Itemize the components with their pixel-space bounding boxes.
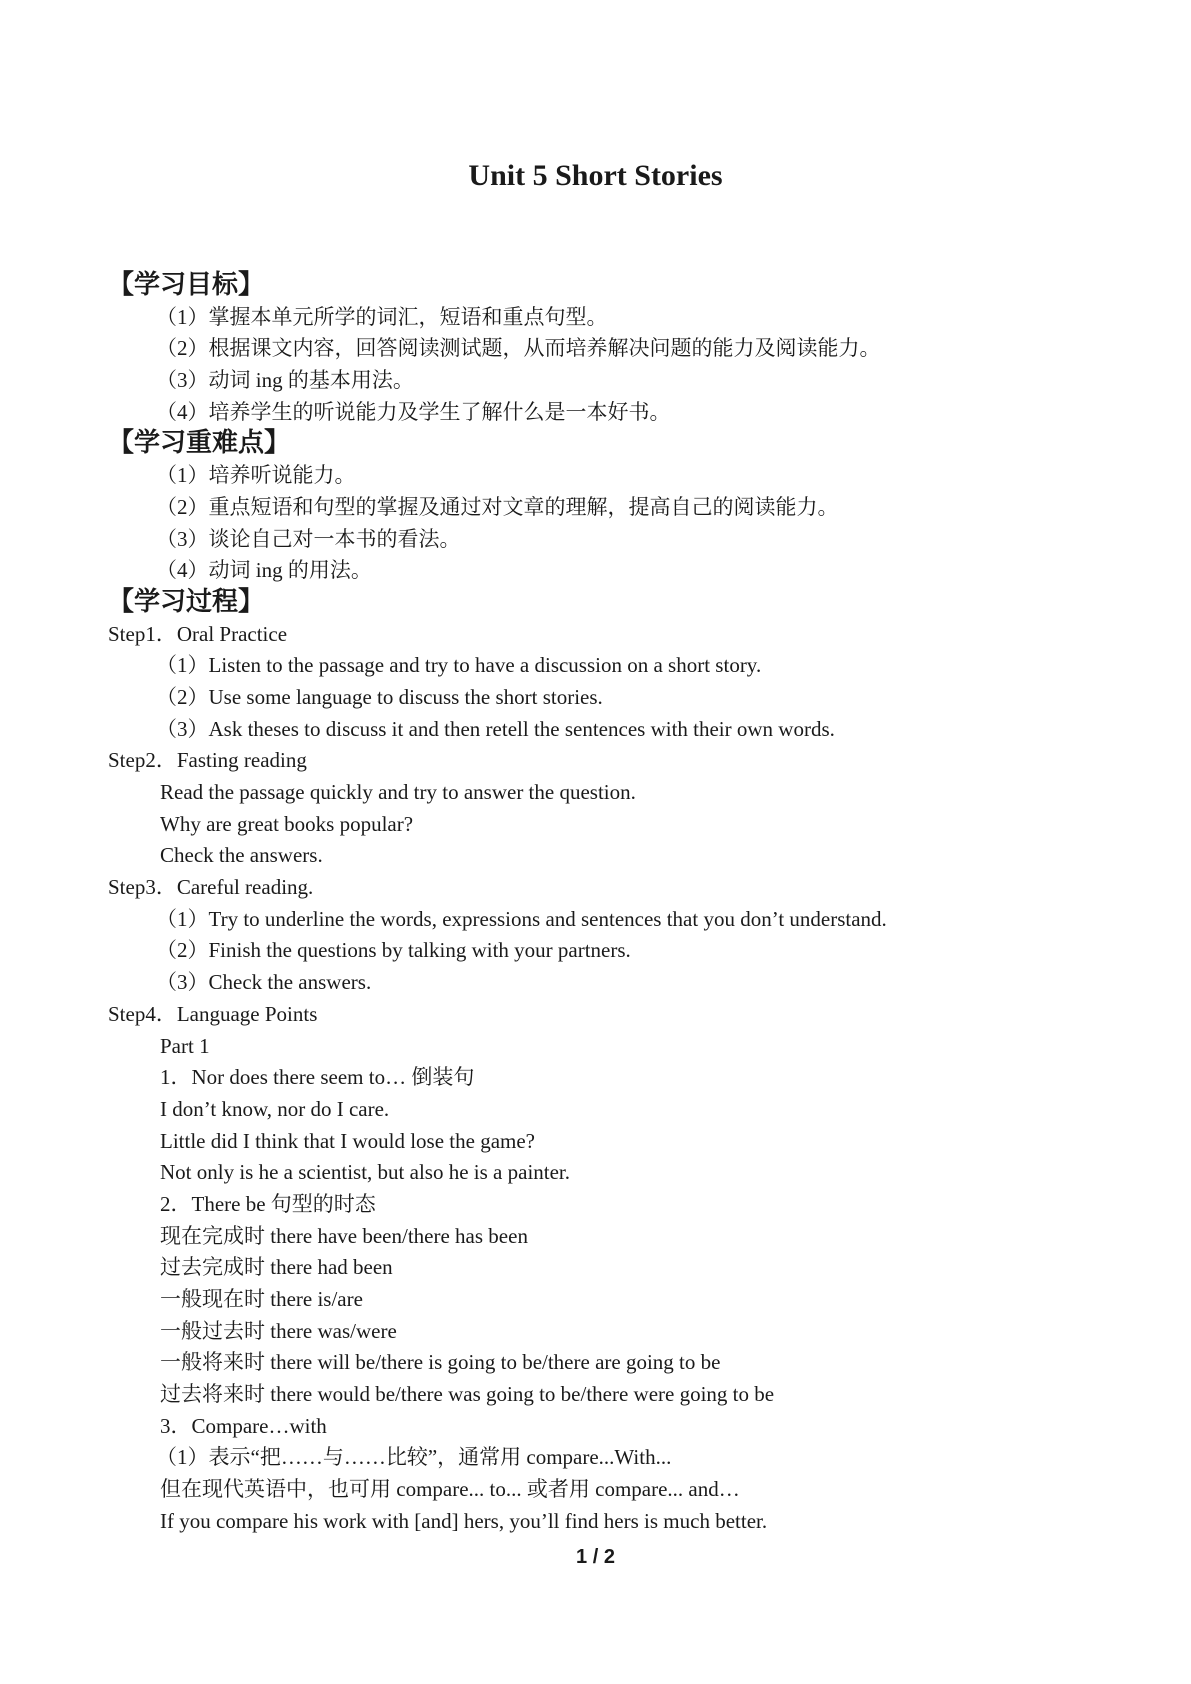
step1-label: Step1．Oral Practice xyxy=(108,621,288,646)
step2-label: Step2．Fasting reading xyxy=(108,748,307,773)
step3-item: （1）Try to underline the words, expressions and sentences that you don’t understand. xyxy=(156,906,887,931)
step1-item: （3）Ask theses to discuss it and then retell the sentences with their own words. xyxy=(156,716,835,741)
process-heading: 【学习过程】 xyxy=(108,586,265,617)
step4-item: 但在现代英语中，也可用 compare... to... 或者用 compare... and… xyxy=(160,1477,740,1502)
objective-item: （2）根据课文内容，回答阅读测试题，从而培养解决问题的能力及阅读能力。 xyxy=(156,336,881,361)
step4-item: Little did I think that I would lose the game? xyxy=(160,1128,535,1153)
document-title: Unit 5 Short Stories xyxy=(468,159,723,192)
document-body xyxy=(108,270,1108,1538)
step1-item: （1）Listen to the passage and try to have a discussion on a short story. xyxy=(156,653,762,678)
step4-item: （1）表示“把……与……比较”，通常用 compare...With... xyxy=(156,1445,672,1470)
step4-item: 一般过去时 there was/were xyxy=(160,1318,397,1343)
step4-item: 过去完成时 there had been xyxy=(160,1255,393,1280)
key-point-item: （3）谈论自己对一本书的看法。 xyxy=(156,526,461,551)
page-number: 1 / 2 xyxy=(576,1546,615,1568)
step4-item: Part 1 xyxy=(160,1033,210,1058)
step4-item: If you compare his work with [and] hers, you’ll find hers is much better. xyxy=(160,1508,768,1533)
step4-label: Step4．Language Points xyxy=(108,1001,318,1026)
step3-label: Step3．Careful reading. xyxy=(108,875,314,900)
step4-item: 现在完成时 there have been/there has been xyxy=(160,1223,528,1248)
objective-item: （4）培养学生的听说能力及学生了解什么是一本好书。 xyxy=(156,399,671,424)
key-point-item: （1）培养听说能力。 xyxy=(156,463,356,488)
step4-item: 一般现在时 there is/are xyxy=(160,1287,363,1311)
step2-item: Check the answers. xyxy=(160,843,323,868)
key-point-item: （4）动词 ing 的用法。 xyxy=(156,558,372,583)
step4-item: 过去将来时 there would be/there was going to be/there were going to be xyxy=(160,1382,775,1407)
step4-item: Not only is he a scientist, but also he is a painter. xyxy=(160,1160,571,1185)
key-points-heading: 【学习重难点】 xyxy=(108,428,291,459)
step2-item: Read the passage quickly and try to answer the question. xyxy=(160,780,636,804)
step3-item: （2）Finish the questions by talking with your partners. xyxy=(156,938,631,963)
key-point-item: （2）重点短语和句型的掌握及通过对文章的理解，提高自己的阅读能力。 xyxy=(156,494,839,519)
objective-item: （1）掌握本单元所学的词汇，短语和重点句型。 xyxy=(156,304,608,329)
objectives-heading: 【学习目标】 xyxy=(108,270,265,300)
step4-item: I don’t know, nor do I care. xyxy=(160,1096,390,1121)
step4-item: 3．Compare…with xyxy=(160,1413,327,1438)
step4-item: 2．There be 句型的时态 xyxy=(160,1191,376,1216)
step3-item: （3）Check the answers. xyxy=(156,970,372,995)
step4-item: 一般将来时 there will be/there is going to be/there are going to be xyxy=(160,1350,721,1375)
objective-item: （3）动词 ing 的基本用法。 xyxy=(156,368,414,393)
step4-item: 1．Nor does there seem to… 倒装句 xyxy=(160,1065,475,1090)
step1-item: （2）Use some language to discuss the short stories. xyxy=(156,684,603,709)
step2-item: Why are great books popular? xyxy=(160,811,414,836)
